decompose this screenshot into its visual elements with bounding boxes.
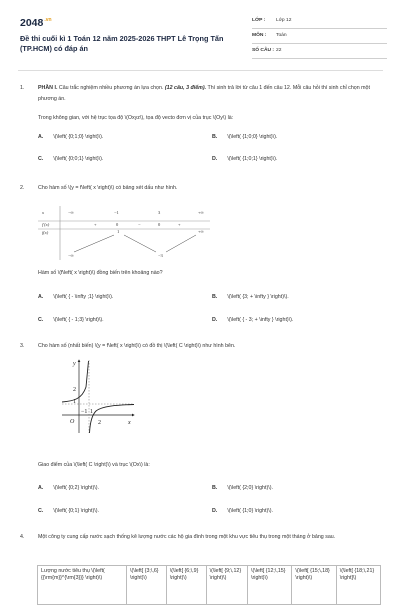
section-score: (12 câu, 3 điểm). — [163, 85, 207, 91]
table-header-cell: Lượng nước tiêu thụ \(\left( {{\rm{m}}^{\rm{3}}} \right)\) — [38, 566, 127, 605]
q1-option-d[interactable] — [212, 156, 277, 162]
header-divider — [18, 70, 383, 71]
x-value: −1 — [114, 210, 119, 215]
question-text — [38, 83, 383, 105]
logo-text: 2048 — [20, 17, 44, 29]
option-label: A. — [38, 294, 44, 300]
q2-option-a[interactable] — [38, 294, 113, 300]
table-cell: \(\left[ {6;\,9} \right)\) — [166, 566, 206, 605]
option-label: B. — [212, 134, 218, 140]
tick-label-y1: 1 — [73, 399, 76, 405]
y-label: y — [73, 361, 76, 367]
meta-row-class — [252, 14, 387, 29]
option-text: \(\left( { - 1;3} \right)\). — [53, 317, 104, 323]
arrow-down — [124, 235, 156, 252]
site-logo[interactable] — [20, 17, 52, 29]
question-prompt: Giao điểm của \(\left( C \right)\) và trục \(Ox\) là: — [38, 462, 150, 468]
option-label: C. — [38, 508, 44, 514]
option-text: \(\left( {0;0;1} \right)\). — [53, 156, 104, 162]
question-number: 3. — [20, 343, 25, 349]
graph-branch-right — [90, 405, 135, 434]
f-value: −∞ — [68, 253, 74, 258]
option-text: \(\left( {0;2} \right)\). — [53, 485, 99, 491]
sign: 0 — [116, 222, 119, 227]
q1-option-b[interactable] — [212, 134, 277, 140]
option-label: C. — [38, 317, 44, 323]
tick-label-x1: 1 — [90, 409, 93, 415]
option-label: B. — [212, 485, 218, 491]
q3-option-c[interactable] — [38, 508, 99, 514]
section-title: Câu trắc nghiệm nhiều phương án lựa chọn. — [57, 85, 164, 91]
logo-suffix: .vn — [44, 17, 52, 23]
option-label: A. — [38, 485, 44, 491]
meta-key: LỚP : — [252, 18, 266, 23]
tick-label-y2: 2 — [73, 387, 76, 393]
question-number: 2. — [20, 185, 25, 191]
option-label: D. — [212, 317, 218, 323]
meta-info — [252, 14, 387, 59]
q2-option-c[interactable] — [38, 317, 104, 323]
question-stem: Cho hàm số \(y = f\left( x \right)\) có bảng xét dấu như hình. — [38, 185, 178, 191]
meta-value: Toán — [276, 33, 287, 38]
arrow-up — [74, 235, 114, 252]
table-cell: \(\left[ {9;\,12} \right)\) — [206, 566, 247, 605]
f-value: −3 — [158, 253, 163, 258]
row-label-f: f(x) — [42, 230, 49, 235]
option-label: A. — [38, 134, 44, 140]
question-stem: Cho hàm số (nhất biến) \(y = f\left( x \right)\) có đồ thị \(\left( C \right)\) như hình bên. — [38, 343, 236, 349]
meta-value: Lớp 12 — [276, 18, 292, 23]
x-label: x — [128, 420, 131, 426]
option-text: \(\left( {1;0;0} \right)\). — [227, 134, 278, 140]
question-stem: Một công ty cung cấp nước sạch thống kê lượng nước các hộ gia đình trong một khu vực tiêu thụ trong một tháng ở bảng sau. — [38, 534, 336, 540]
option-label: C. — [38, 156, 44, 162]
x-value: 3 — [158, 210, 161, 215]
meta-row-count — [252, 44, 387, 59]
option-text: \(\left( {1;0;1} \right)\). — [227, 156, 278, 162]
option-label: B. — [212, 294, 218, 300]
function-graph — [62, 357, 137, 434]
f-value: 1 — [117, 229, 120, 234]
option-text: \(\left( {1;0} \right)\). — [227, 508, 273, 514]
meta-value: 22 — [276, 48, 282, 53]
tick-label-x2: 2 — [98, 420, 101, 426]
row-label-x: x — [42, 210, 44, 215]
q3-option-d[interactable] — [212, 508, 273, 514]
q2-option-d[interactable] — [212, 317, 293, 323]
variation-table — [38, 206, 210, 260]
sign: 0 — [158, 222, 161, 227]
origin-label: O — [70, 419, 75, 425]
table-cell: \(\left[ {3;\,6} \right)\) — [127, 566, 167, 605]
q1-option-c[interactable] — [38, 156, 103, 162]
tick-label-neg1: −1 — [81, 409, 88, 415]
q3-option-a[interactable] — [38, 485, 99, 491]
table-row — [38, 566, 381, 605]
question-stem: Trong không gian, với hệ trục tọa độ \(Oxyz\), tọa độ vecto đơn vị của trục \(Oy\) là: — [38, 115, 234, 121]
section-label: PHẦN I. — [38, 85, 58, 91]
table-cell: \(\left[ {12;\,15} \right)\) — [248, 566, 292, 605]
sign: + — [178, 222, 181, 227]
f-value: +∞ — [198, 229, 204, 234]
option-text: \(\left( {3; + \infty } \right)\). — [227, 294, 289, 300]
table-cell: \(\left[ {15;\,18} \right)\) — [292, 566, 336, 605]
q2-option-b[interactable] — [212, 294, 289, 300]
q1-option-a[interactable] — [38, 134, 103, 140]
graph-branch-left — [62, 361, 89, 402]
water-usage-table — [37, 565, 381, 605]
option-label: D. — [212, 156, 218, 162]
x-value: −∞ — [68, 210, 74, 215]
x-value: +∞ — [198, 210, 204, 215]
question-number: 4. — [20, 534, 25, 540]
question-number: 1. — [20, 85, 25, 91]
meta-row-subject — [252, 29, 387, 44]
sign: + — [94, 222, 97, 227]
sign: − — [138, 222, 141, 227]
option-text: \(\left( {2;0} \right)\). — [227, 485, 273, 491]
document-title: Đề thi cuối kì 1 Toán 12 năm 2025-2026 THPT Lê Trọng Tấn (TP.HCM) có đáp án — [20, 34, 224, 53]
row-label-fprime: f'(x) — [42, 222, 50, 227]
option-text: \(\left( { - 3; + \infty } \right)\). — [227, 317, 294, 323]
table-cell: \(\left[ {18;\,21} \right]\) — [336, 566, 380, 605]
question-prompt: Hàm số \(f\left( x \right)\) đồng biến trên khoảng nào? — [38, 270, 163, 276]
option-text: \(\left( {0;1;0} \right)\). — [53, 134, 104, 140]
section-instructions: Thí sinh trả lời từ câu 1 đến câu 12. Mỗi câu hỏi thí sinh chỉ chọn một phương án. — [38, 85, 370, 102]
q3-option-b[interactable] — [212, 485, 273, 491]
document-header — [20, 14, 385, 64]
arrow-up — [166, 235, 196, 252]
meta-key: MÔN : — [252, 33, 267, 38]
option-text: \(\left( {0;1} \right)\). — [53, 508, 99, 514]
option-text: \(\left( { - \infty ;1} \right)\). — [53, 294, 114, 300]
meta-key: SỐ CÂU : — [252, 48, 275, 53]
option-label: D. — [212, 508, 218, 514]
